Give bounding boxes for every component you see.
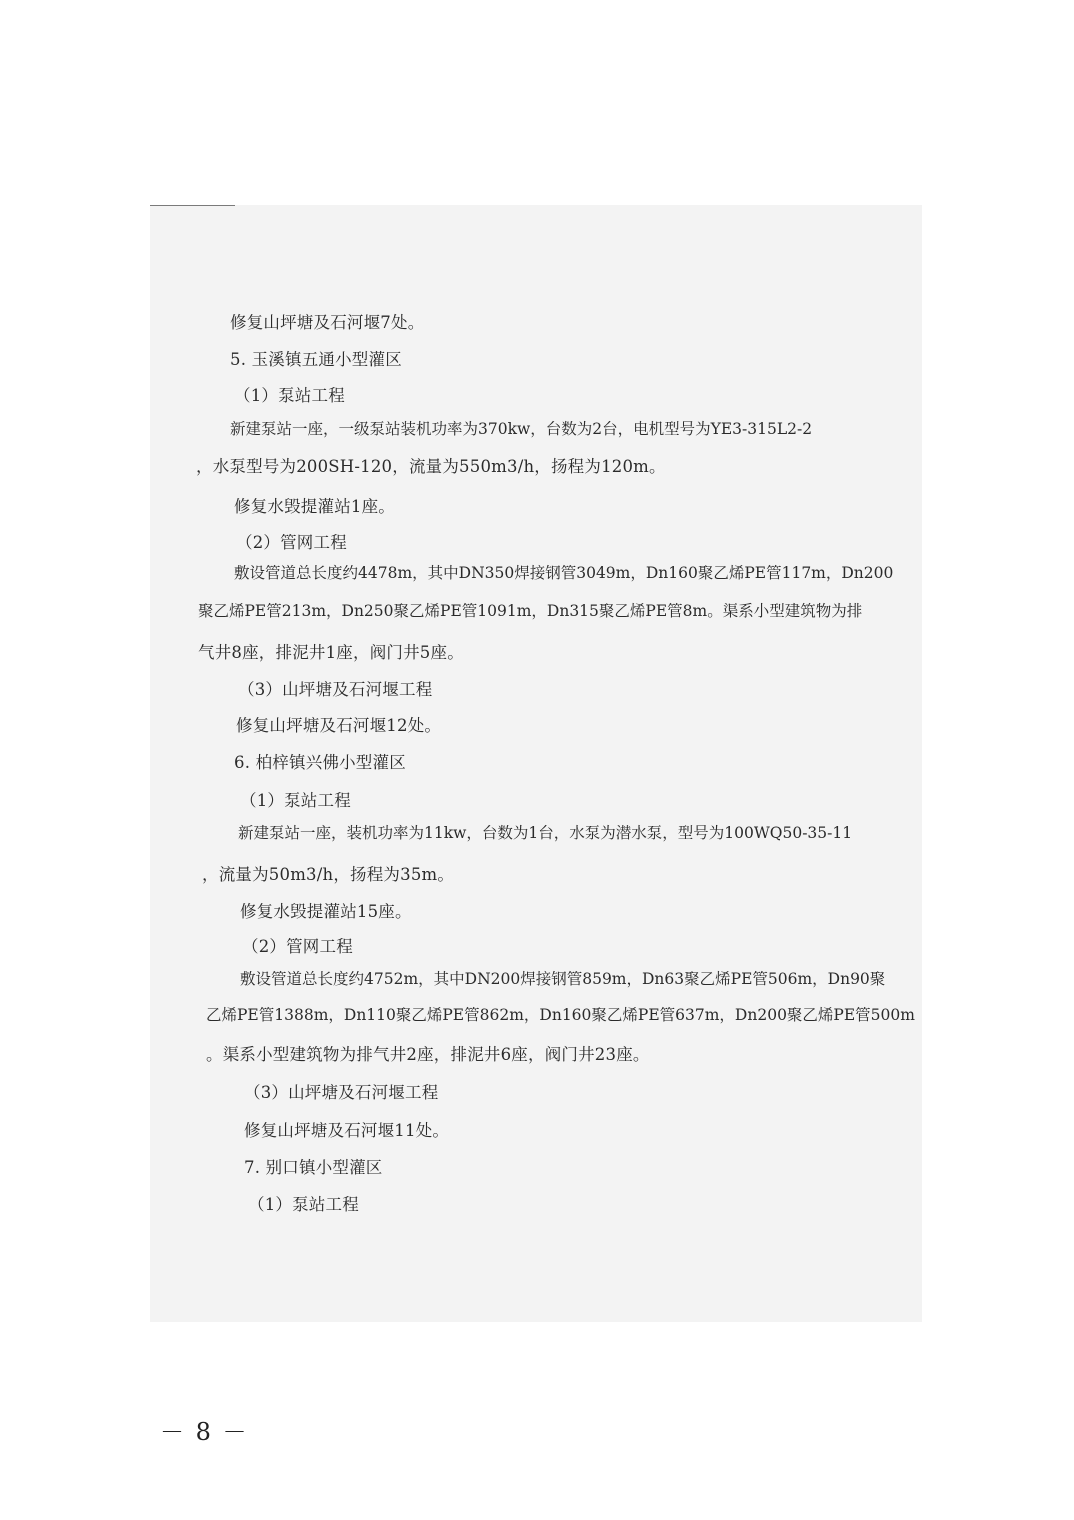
- subsection-heading: （2）管网工程: [236, 533, 347, 552]
- section-heading-6: 6. 柏梓镇兴佛小型灌区: [234, 753, 406, 772]
- page-number: － 8 －: [160, 1418, 249, 1446]
- text-line-5: ，水泵型号为200SH-120，流量为550m3/h，扬程为120m。: [196, 457, 666, 476]
- text-line-23: 修复山坪塘及石河堰11处。: [244, 1121, 450, 1140]
- section-heading-7: 7. 别口镇小型灌区: [244, 1158, 383, 1177]
- subsection-heading: （1）泵站工程: [240, 791, 351, 810]
- text-line-4: 新建泵站一座，一级泵站装机功率为370kw，台数为2台，电机型号为YE3-315L2-2: [230, 420, 813, 438]
- text-line-19: 敷设管道总长度约4752m，其中DN200焊接钢管859m，Dn63聚乙烯PE管506m，Dn90聚: [240, 970, 886, 988]
- text-line-1: 修复山坪塘及石河堰7处。: [230, 313, 425, 332]
- text-line-20: 乙烯PE管1388m，Dn110聚乙烯PE管862m，Dn160聚乙烯PE管637m，Dn200聚乙烯PE管500m: [206, 1006, 915, 1024]
- scan-edge-line: [150, 205, 235, 206]
- text-line-21: 。渠系小型建筑物为排气井2座，排泥井6座，阀门井23座。: [206, 1045, 650, 1064]
- text-line-8: 敷设管道总长度约4478m，其中DN350焊接钢管3049m，Dn160聚乙烯PE管117m，Dn200: [234, 564, 894, 582]
- section-heading-5: 5. 玉溪镇五通小型灌区: [230, 350, 402, 369]
- subsection-heading: （3）山坪塘及石河堰工程: [238, 680, 433, 699]
- text-line-10: 气井8座，排泥井1座，阀门井5座。: [198, 643, 464, 662]
- subsection-heading: （1）泵站工程: [248, 1195, 359, 1214]
- text-line-17: 修复水毁提灌站15座。: [240, 902, 412, 921]
- subsection-heading: （1）泵站工程: [234, 386, 345, 405]
- text-line-15: 新建泵站一座，装机功率为11kw，台数为1台，水泵为潜水泵，型号为100WQ50-35-11: [238, 824, 853, 842]
- subsection-heading: （3）山坪塘及石河堰工程: [244, 1083, 439, 1102]
- text-line-6: 修复水毁提灌站1座。: [234, 497, 395, 516]
- subsection-heading: （2）管网工程: [242, 937, 353, 956]
- text-line-16: ，流量为50m3/h，扬程为35m。: [202, 865, 455, 884]
- text-line-12: 修复山坪塘及石河堰12处。: [236, 716, 442, 735]
- text-line-9: 聚乙烯PE管213m，Dn250聚乙烯PE管1091m，Dn315聚乙烯PE管8m。渠系小型建筑物为排: [198, 602, 863, 620]
